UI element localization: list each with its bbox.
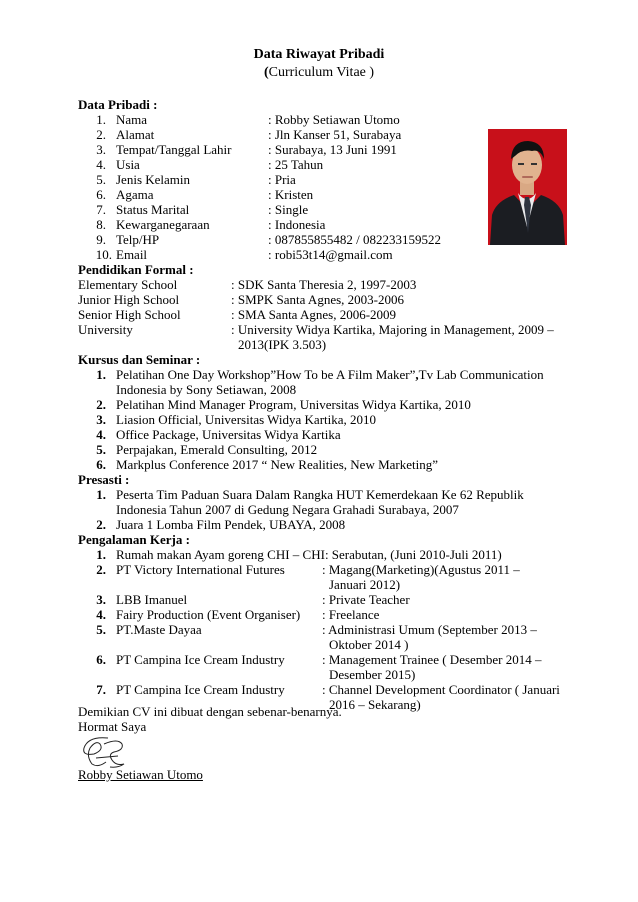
- pribadi-num: 10.: [95, 247, 112, 262]
- kursus-num: 2.: [96, 397, 106, 412]
- kerja-label: PT Campina Ice Cream Industry: [116, 652, 285, 667]
- kerja-value-cont: 2016 – Sekarang): [329, 697, 421, 712]
- kerja-num: 7.: [96, 682, 106, 697]
- kerja-num: 4.: [96, 607, 106, 622]
- pribadi-value: : Indonesia: [268, 217, 326, 232]
- pribadi-value: : Jln Kanser 51, Surabaya: [268, 127, 402, 142]
- kerja-value-cont: Januari 2012): [329, 577, 401, 592]
- kerja-value: : Management Trainee ( Desember 2014 –: [322, 652, 542, 667]
- pribadi-label: Email: [116, 247, 148, 262]
- profile-photo: [488, 129, 567, 245]
- kursus-text: Markplus Conference 2017 “ New Realities, New Marketing”: [116, 457, 439, 472]
- person-photo-icon: [488, 129, 567, 245]
- closing-statement: Demikian CV ini dibuat dengan sebenar-benarnya.: [78, 704, 342, 719]
- pribadi-label: Agama: [116, 187, 154, 202]
- kerja-num: 6.: [96, 652, 106, 667]
- pribadi-label: Alamat: [116, 127, 155, 142]
- pribadi-num: 2.: [96, 127, 106, 142]
- pribadi-num: 8.: [96, 217, 106, 232]
- kursus-num: 3.: [96, 412, 106, 427]
- kursus-text-cont: Indonesia by Sony Setiawan, 2008: [116, 382, 297, 397]
- presasti-text: Peserta Tim Paduan Suara Dalam Rangka HUT Kemerdekaan Ke 62 Republik: [116, 487, 524, 502]
- pribadi-label: Jenis Kelamin: [116, 172, 191, 187]
- pendidikan-label: University: [78, 322, 133, 337]
- pribadi-num: 9.: [96, 232, 106, 247]
- kerja-value: : Channel Development Coordinator ( Januari: [322, 682, 560, 697]
- pribadi-num: 3.: [96, 142, 106, 157]
- kursus-num: 6.: [96, 457, 106, 472]
- kerja-value-cont: Desember 2015): [329, 667, 416, 682]
- pendidikan-value: : SMPK Santa Agnes, 2003-2006: [231, 292, 404, 307]
- subtitle-text: Curriculum Vitae ): [268, 65, 375, 80]
- kursus-num: 1.: [96, 367, 106, 382]
- kerja-value: : Private Teacher: [322, 592, 410, 607]
- kerja-text: Rumah makan Ayam goreng CHI – CHI: Serabutan, (Juni 2010-Juli 2011): [116, 547, 502, 562]
- pendidikan-label: Elementary School: [78, 277, 178, 292]
- kerja-value-cont: Oktober 2014 ): [329, 637, 409, 652]
- kerja-value: : Administrasi Umum (September 2013 –: [322, 622, 537, 637]
- closing-regards: Hormat Saya: [78, 719, 147, 734]
- pribadi-value: : Single: [268, 202, 309, 217]
- presasti-text: Juara 1 Lomba Film Pendek, UBAYA, 2008: [116, 517, 346, 532]
- pribadi-num: 7.: [96, 202, 106, 217]
- document-subtitle: [0, 65, 638, 80]
- kerja-label: LBB Imanuel: [116, 592, 188, 607]
- pendidikan-label: Senior High School: [78, 307, 181, 322]
- kursus-text: [116, 367, 544, 382]
- pribadi-heading: Data Pribadi :: [78, 97, 158, 112]
- kursus-text: Liasion Official, Universitas Widya Kartika, 2010: [116, 412, 377, 427]
- pribadi-label: Nama: [116, 112, 148, 127]
- pribadi-value: : Robby Setiawan Utomo: [268, 112, 400, 127]
- kerja-heading: Pengalaman Kerja :: [78, 532, 190, 547]
- kursus-num: 4.: [96, 427, 106, 442]
- kursus-text-c: Tv Lab Communication: [418, 367, 544, 382]
- pribadi-value: : Surabaya, 13 Juni 1991: [268, 142, 397, 157]
- pribadi-label: Telp/HP: [116, 232, 160, 247]
- kursus-text: Pelatihan Mind Manager Program, Universitas Widya Kartika, 2010: [116, 397, 471, 412]
- pribadi-value: : robi53t14@gmail.com: [268, 247, 393, 262]
- pribadi-num: 5.: [96, 172, 106, 187]
- kerja-num: 3.: [96, 592, 106, 607]
- kerja-label: Fairy Production (Event Organiser): [116, 607, 301, 622]
- kursus-text-comma: ,: [415, 367, 419, 382]
- pendidikan-value: : University Widya Kartika, Majoring in Management, 2009 –: [231, 322, 554, 337]
- kerja-value: : Magang(Marketing)(Agustus 2011 –: [322, 562, 520, 577]
- pendidikan-label: Junior High School: [78, 292, 180, 307]
- pribadi-value: : Pria: [268, 172, 296, 187]
- pribadi-label: Status Marital: [116, 202, 190, 217]
- pribadi-label: Usia: [116, 157, 140, 172]
- kursus-heading: Kursus dan Seminar :: [78, 352, 201, 367]
- kerja-value: : Freelance: [322, 607, 380, 622]
- pendidikan-value: : SMA Santa Agnes, 2006-2009: [231, 307, 397, 322]
- kursus-num: 5.: [96, 442, 106, 457]
- signature-icon: [78, 734, 138, 770]
- pendidikan-value: : SDK Santa Theresia 2, 1997-2003: [231, 277, 417, 292]
- kerja-num: 5.: [96, 622, 106, 637]
- presasti-text-cont: Indonesia Tahun 2007 di Gedung Negara Grahadi Surabaya, 2007: [116, 502, 459, 517]
- pendidikan-value-cont: 2013(IPK 3.503): [238, 337, 327, 352]
- pribadi-value: : 087855855482 / 082233159522: [268, 232, 441, 247]
- pribadi-num: 1.: [96, 112, 106, 127]
- pribadi-value: : 25 Tahun: [268, 157, 324, 172]
- kerja-label: PT Victory International Futures: [116, 562, 285, 577]
- presasti-heading: Presasti :: [78, 472, 130, 487]
- kerja-label: PT.Maste Dayaa: [116, 622, 202, 637]
- document-title: Data Riwayat Pribadi: [253, 47, 385, 62]
- kursus-text: Perpajakan, Emerald Consulting, 2012: [116, 442, 318, 457]
- presasti-num: 1.: [96, 487, 106, 502]
- pribadi-num: 4.: [96, 157, 106, 172]
- kursus-text-a: Pelatihan One Day Workshop”How To be A Film Maker”: [116, 367, 416, 382]
- pribadi-value: : Kristen: [268, 187, 314, 202]
- kursus-text: Office Package, Universitas Widya Kartika: [116, 427, 341, 442]
- pribadi-label: Tempat/Tanggal Lahir: [116, 142, 232, 157]
- subtitle-paren: (: [263, 65, 269, 80]
- pribadi-label: Kewarganegaraan: [116, 217, 210, 232]
- kerja-num: 2.: [96, 562, 106, 577]
- pribadi-num: 6.: [96, 187, 106, 202]
- signature-name: Robby Setiawan Utomo: [78, 767, 203, 782]
- pendidikan-heading: Pendidikan Formal :: [78, 262, 194, 277]
- kerja-label: PT Campina Ice Cream Industry: [116, 682, 285, 697]
- kerja-num: 1.: [96, 547, 106, 562]
- presasti-num: 2.: [96, 517, 106, 532]
